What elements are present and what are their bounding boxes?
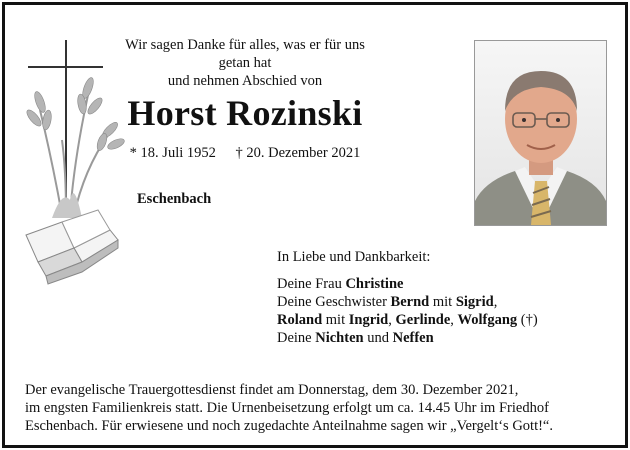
family-list <box>277 248 538 347</box>
family-text: Deine Geschwister <box>277 294 391 310</box>
intro-line: Wir sagen Danke für alles, was er für uns getan hat <box>125 37 365 71</box>
service-line: Der evangelische Trauergottesdienst findet am Donnerstag, dem 30. Dezember 2021, <box>25 382 519 398</box>
service-info <box>25 381 615 435</box>
family-text: , <box>388 312 396 328</box>
death-date: † 20. Dezember 2021 <box>235 145 361 161</box>
family-text: mit <box>322 312 349 328</box>
family-member: Nichten <box>315 330 364 346</box>
family-member: Neffen <box>392 330 434 346</box>
family-text: , <box>493 294 498 310</box>
family-line <box>277 293 538 311</box>
deceased-name: Horst Rozinski <box>127 93 363 133</box>
family-line <box>277 329 538 347</box>
family-text: Deine <box>277 330 316 346</box>
service-line: im engsten Familienkreis statt. Die Urnenbeisetzung erfolgt um ca. 14.45 Uhr im Friedhof <box>25 400 549 416</box>
family-text: (†) <box>517 312 538 328</box>
family-member: Roland <box>277 312 323 328</box>
life-dates <box>120 145 370 162</box>
family-member: Gerlinde <box>395 312 451 328</box>
family-member: Sigrid <box>455 294 494 310</box>
family-line <box>277 275 538 293</box>
family-member: Ingrid <box>348 312 389 328</box>
family-member: Wolfgang <box>457 312 518 328</box>
family-text: und <box>363 330 393 346</box>
intro-line: und nehmen Abschied von <box>167 73 323 89</box>
birth-date: * 18. Juli 1952 <box>129 145 216 161</box>
service-line: Eschenbach. Für erwiesene und noch zugedachte Anteilnahme sagen wir „Vergelt‘s Gott!“. <box>25 418 553 434</box>
family-text: , <box>450 312 458 328</box>
place-name: Eschenbach <box>137 191 212 207</box>
family-heading: In Liebe und Dankbarkeit: <box>277 249 431 265</box>
intro-text <box>115 36 375 90</box>
family-line <box>277 311 538 329</box>
family-text: Deine Frau <box>277 276 346 292</box>
family-text: mit <box>429 294 456 310</box>
family-member: Bernd <box>390 294 430 310</box>
portrait-photo <box>474 40 607 226</box>
family-member: Christine <box>345 276 404 292</box>
